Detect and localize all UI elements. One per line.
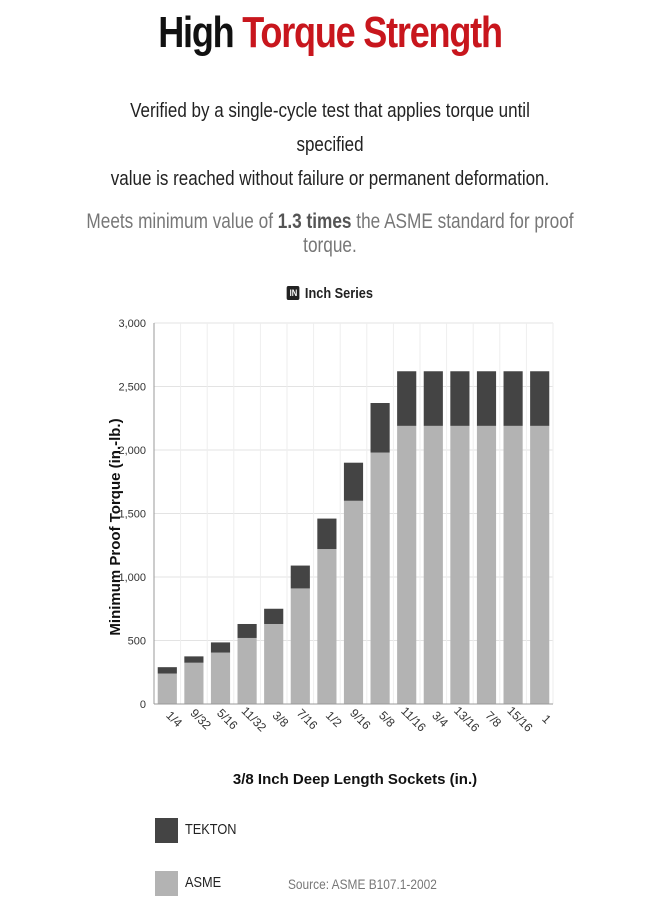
bars-layer bbox=[158, 371, 550, 704]
x-tick-label: 11/32 bbox=[238, 703, 270, 735]
bar-asme-1 bbox=[530, 426, 549, 704]
y-axis-label: Minimum Proof Torque (in.-lb.) bbox=[107, 418, 124, 636]
y-tick-label: 500 bbox=[127, 635, 146, 648]
x-tick-label: 1 bbox=[539, 711, 554, 727]
series-label-text: Inch Series bbox=[304, 285, 373, 302]
description-line-2: value is reached without failure or permanent deformation. bbox=[110, 168, 550, 190]
bar-tekton-15-16 bbox=[504, 371, 523, 426]
legend-label-tekton: TEKTON bbox=[185, 821, 237, 838]
x-tick-label: 1/4 bbox=[163, 708, 185, 731]
bar-tekton-1-2 bbox=[317, 519, 336, 549]
x-tick-label: 1/2 bbox=[322, 708, 345, 731]
x-axis-label: 3/8 Inch Deep Length Sockets (in.) bbox=[232, 771, 478, 788]
asme-swatch bbox=[155, 871, 178, 896]
bar-tekton-11-32 bbox=[238, 624, 257, 638]
page-title bbox=[59, 8, 600, 58]
bar-asme-5-8 bbox=[371, 453, 390, 704]
bar-tekton-3-4 bbox=[424, 371, 443, 426]
meets-statement bbox=[59, 210, 600, 258]
title-word-torque-strength: Torque Strength bbox=[242, 8, 502, 57]
bar-tekton-7-8 bbox=[477, 371, 496, 426]
y-tick-label: 1,000 bbox=[118, 572, 146, 584]
meets-bold: 1.3 times bbox=[277, 210, 352, 233]
title-word-high: High bbox=[158, 8, 234, 57]
bar-asme-11-32 bbox=[238, 638, 257, 704]
inch-badge-icon: IN bbox=[287, 286, 300, 300]
bar-tekton-13-16 bbox=[450, 371, 469, 426]
x-tick-label: 3/4 bbox=[429, 708, 451, 731]
bar-asme-1-4 bbox=[158, 674, 177, 704]
y-tick-label: 2,000 bbox=[118, 445, 146, 457]
y-tick-label: 0 bbox=[139, 699, 146, 711]
description bbox=[101, 94, 560, 196]
bar-asme-7-8 bbox=[477, 426, 496, 704]
x-tick-label: 7/16 bbox=[293, 705, 321, 733]
x-tick-label: 3/8 bbox=[269, 708, 292, 731]
x-tick-label: 9/16 bbox=[347, 705, 374, 733]
meets-prefix: Meets minimum value of bbox=[86, 210, 274, 233]
bar-asme-3-4 bbox=[424, 426, 443, 704]
x-tick-label: 7/8 bbox=[482, 708, 505, 731]
bar-asme-11-16 bbox=[397, 426, 416, 704]
bar-asme-13-16 bbox=[450, 426, 469, 704]
y-tick-label: 1,500 bbox=[118, 508, 146, 521]
bar-asme-9-32 bbox=[184, 663, 203, 704]
y-tick-label: 2,500 bbox=[118, 381, 146, 394]
source-note: Source: ASME B107.1-2002 bbox=[288, 876, 437, 892]
proof-torque-chart bbox=[0, 300, 660, 790]
bar-asme-9-16 bbox=[344, 501, 363, 704]
bar-tekton-1-4 bbox=[158, 667, 177, 673]
bar-asme-3-8 bbox=[264, 624, 283, 704]
x-tick-label: 11/16 bbox=[398, 703, 429, 735]
x-tick-label: 5/16 bbox=[214, 705, 241, 733]
meets-suffix: the ASME standard for proof torque. bbox=[303, 210, 574, 257]
bar-asme-15-16 bbox=[504, 426, 523, 704]
description-line-1: Verified by a single-cycle test that applies torque until specified bbox=[130, 100, 530, 156]
bar-tekton-9-32 bbox=[184, 656, 203, 662]
bar-tekton-11-16 bbox=[397, 371, 416, 426]
x-tick-label: 5/8 bbox=[376, 708, 398, 731]
bar-asme-7-16 bbox=[291, 588, 310, 704]
bar-tekton-5-8 bbox=[371, 403, 390, 453]
x-tick-label: 13/16 bbox=[451, 703, 483, 735]
x-tick-label: 15/16 bbox=[504, 703, 536, 735]
tekton-swatch bbox=[155, 818, 178, 843]
bar-tekton-5-16 bbox=[211, 642, 230, 652]
legend-label-asme: ASME bbox=[185, 874, 222, 891]
bar-tekton-1 bbox=[530, 371, 549, 426]
bar-tekton-7-16 bbox=[291, 566, 310, 589]
bar-asme-1-2 bbox=[317, 549, 336, 704]
bar-tekton-9-16 bbox=[344, 463, 363, 501]
x-tick-label: 9/32 bbox=[187, 705, 214, 733]
y-tick-label: 3,000 bbox=[118, 318, 146, 330]
bar-asme-5-16 bbox=[211, 653, 230, 704]
bar-tekton-3-8 bbox=[264, 609, 283, 624]
